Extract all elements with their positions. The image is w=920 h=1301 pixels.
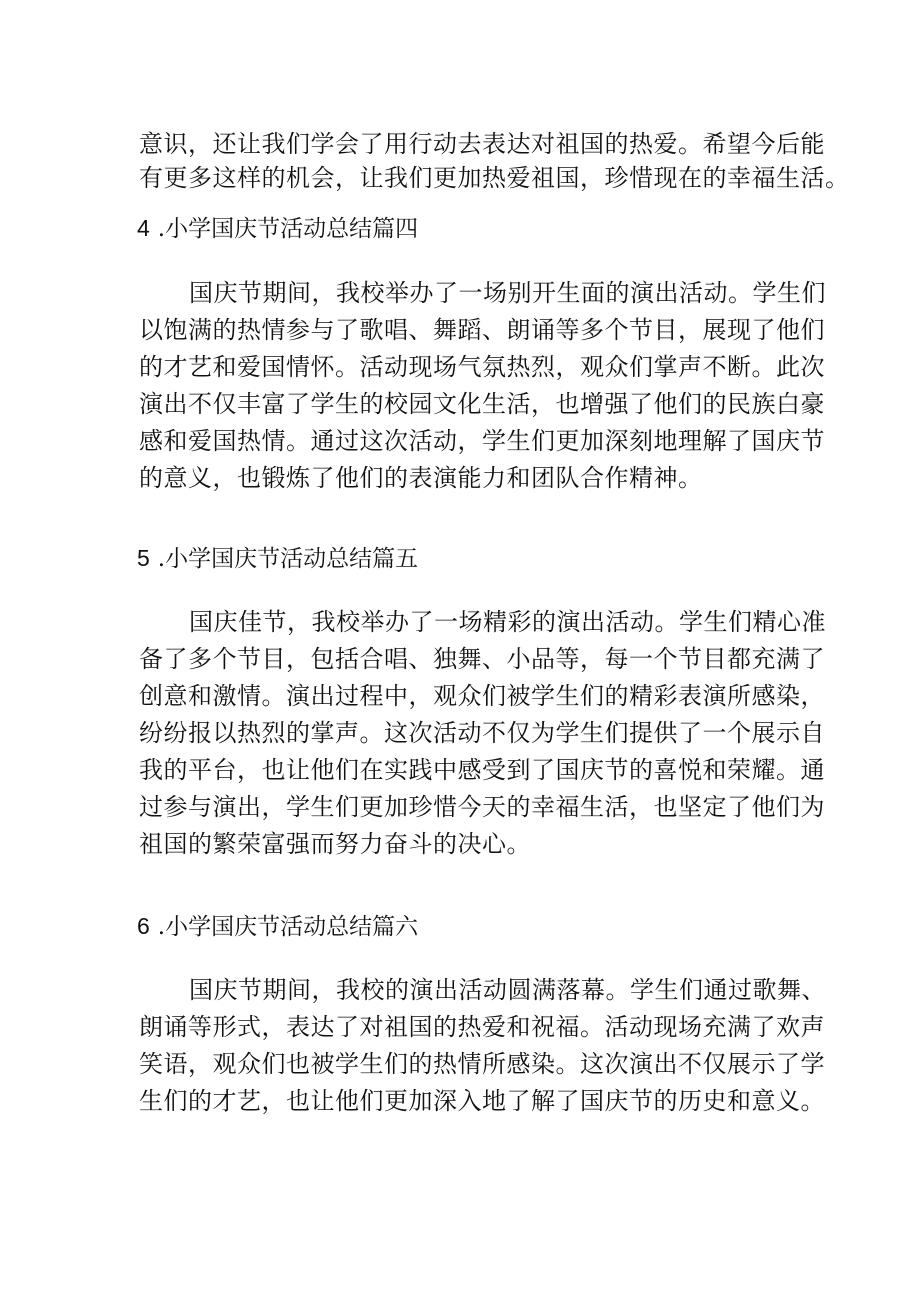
paragraph-line: 以饱满的热情参与了歌唱、舞蹈、朗诵等多个节目，展现了他们 xyxy=(139,316,825,344)
paragraph-line: 纷纷报以热烈的掌声。这次活动不仅为学生们提供了一个展示自 xyxy=(139,719,825,747)
section-title: .小学国庆节活动总结篇四 xyxy=(157,216,419,242)
paragraph-line: 的才艺和爱国情怀。活动现场气氛热烈，观众们掌声不断。此次 xyxy=(139,353,825,381)
intro-line: 意识，还让我们学会了用行动去表达对祖国的热爱。希望今后能 xyxy=(139,130,825,158)
section-heading-5 xyxy=(137,541,418,576)
intro-line: 有更多这样的机会，让我们更加热爱祖国，珍惜现在的幸福生活。 xyxy=(139,164,850,192)
paragraph-line: 生们的才艺，也让他们更加深入地了解了国庆节的历史和意义。 xyxy=(139,1087,825,1115)
section-heading-4 xyxy=(137,211,418,246)
paragraph-line: 朗诵等形式，表达了对祖国的热爱和祝福。活动现场充满了欢声 xyxy=(139,1013,825,1041)
section-number: 5 xyxy=(137,545,150,571)
paragraph-line: 的意义，也锻炼了他们的表演能力和团队合作精神。 xyxy=(139,464,703,492)
paragraph-line: 笑语，观众们也被学生们的热情所感染。这次演出不仅展示了学 xyxy=(139,1050,825,1078)
paragraph-line: 国庆节期间，我校的演出活动圆满落幕。学生们通过歌舞、 xyxy=(189,976,826,1004)
section-heading-6 xyxy=(137,909,418,944)
paragraph-line: 演出不仅丰富了学生的校园文化生活，也增强了他们的民族白豪 xyxy=(139,390,825,418)
section-title: .小学国庆节活动总结篇六 xyxy=(157,914,419,940)
paragraph-line: 创意和激情。演出过程中，观众们被学生们的精彩表演所感染， xyxy=(139,682,825,710)
paragraph-line: 备了多个节目，包括合唱、独舞、小品等，每一个节目都充满了 xyxy=(139,645,825,673)
section-title: .小学国庆节活动总结篇五 xyxy=(157,546,419,572)
paragraph-line: 感和爱国热情。通过这次活动，学生们更加深刻地理解了国庆节 xyxy=(139,427,825,455)
paragraph-line: 我的平台，也让他们在实践中感受到了国庆节的喜悦和荣耀。通 xyxy=(139,756,825,784)
section-number: 6 xyxy=(137,913,150,939)
paragraph-line: 国庆佳节，我校举办了一场精彩的演出活动。学生们精心准 xyxy=(189,608,826,636)
paragraph-line: 国庆节期间，我校举办了一场别开生面的演出活动。学生们 xyxy=(189,279,826,307)
section-number: 4 xyxy=(137,215,150,241)
paragraph-line: 过参与演出，学生们更加珍惜今天的幸福生活，也坚定了他们为 xyxy=(139,793,825,821)
paragraph-line: 祖国的繁荣富强而努力奋斗的决心。 xyxy=(139,830,531,858)
